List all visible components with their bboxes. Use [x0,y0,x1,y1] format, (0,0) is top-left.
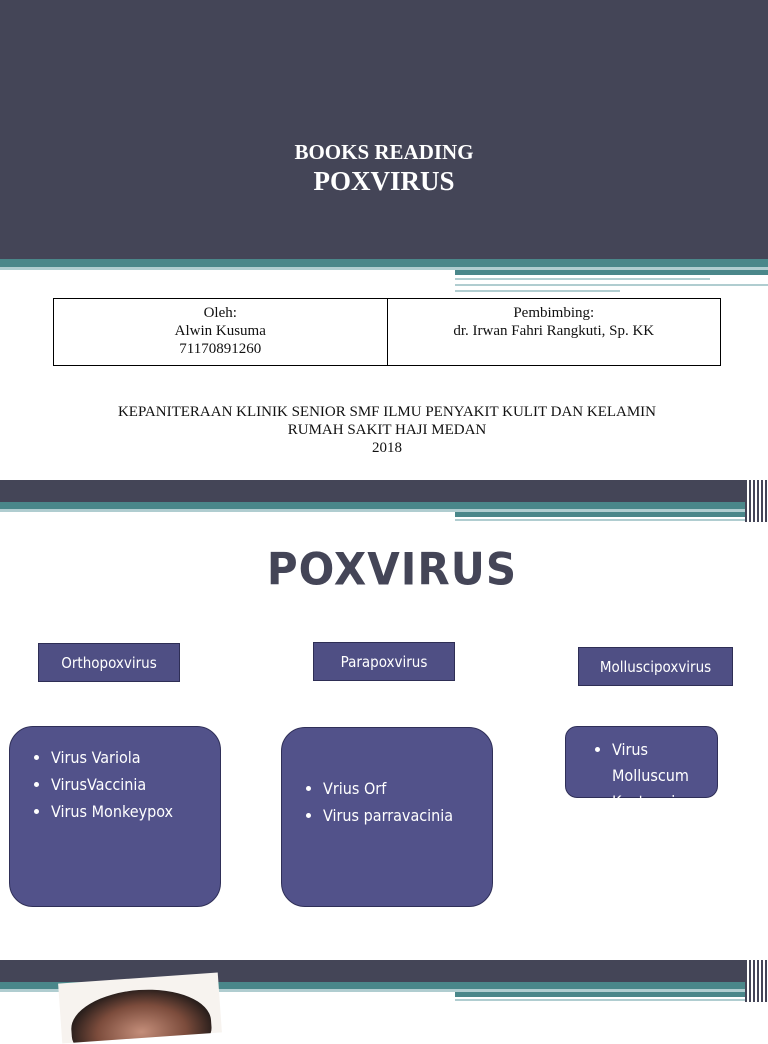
list-item: • VirusVaccinia [51,771,220,798]
list-item: • Virus Variola [51,744,220,771]
author-label: Oleh: [203,305,237,321]
divider-stripe [0,259,768,267]
list-item: • Virus Monkeypox [51,798,220,825]
divider-stripe [455,512,768,517]
group-label-molluscipoxvirus: Molluscipoxvirus [578,647,733,686]
institution-line-2: RUMAH SAKIT HAJI MEDAN [287,422,487,438]
group-label-parapoxvirus: Parapoxvirus [313,642,455,681]
divider-stripe [0,502,768,509]
patient-photo [58,972,222,1043]
virus-list [566,737,717,815]
group-label-orthopoxvirus: Orthopoxvirus [38,643,180,682]
author-id: 71170891260 [179,341,262,357]
divider-stripe [455,278,710,280]
list-item: • Vrius Orf [323,775,492,802]
author-cell [54,299,387,365]
divider-stripe [455,999,745,1001]
corner-stripes [745,480,768,522]
divider-stripe [455,284,768,286]
slide-title [0,140,768,198]
title-line-2: POXVIRUS [313,166,455,196]
slide-title: POXVIRUS [266,543,518,596]
photo-content [69,985,214,1043]
year: 2018 [372,440,402,456]
group-box-molluscipoxvirus [565,726,718,811]
divider-stripe [455,290,620,292]
supervisor-name: dr. Irwan Fahri Rangkuti, Sp. KK [453,323,655,339]
list-item: • Virus Molluscum Kontangiosum [612,737,711,815]
corner-stripes [745,960,768,1002]
institution-block [0,403,768,457]
supervisor-label: Pembimbing: [513,305,595,321]
author-name: Alwin Kusuma [174,323,266,339]
divider-stripe [455,270,768,275]
info-table [53,298,721,366]
group-box-orthopoxvirus [9,726,221,907]
supervisor-cell [387,299,721,365]
institution-line-1: KEPANITERAAN KLINIK SENIOR SMF ILMU PENYAKIT KULIT DAN KELAMIN [117,404,657,420]
title-banner [0,0,768,259]
virus-list [282,775,492,829]
group-box-parapoxvirus [281,727,493,907]
slide-header-bar [0,480,768,502]
divider-stripe [455,992,768,997]
virus-list [10,744,220,825]
list-item: • Virus parravacinia [323,802,492,829]
divider-stripe [455,519,745,521]
title-line-1: BOOKS READING [294,140,474,164]
